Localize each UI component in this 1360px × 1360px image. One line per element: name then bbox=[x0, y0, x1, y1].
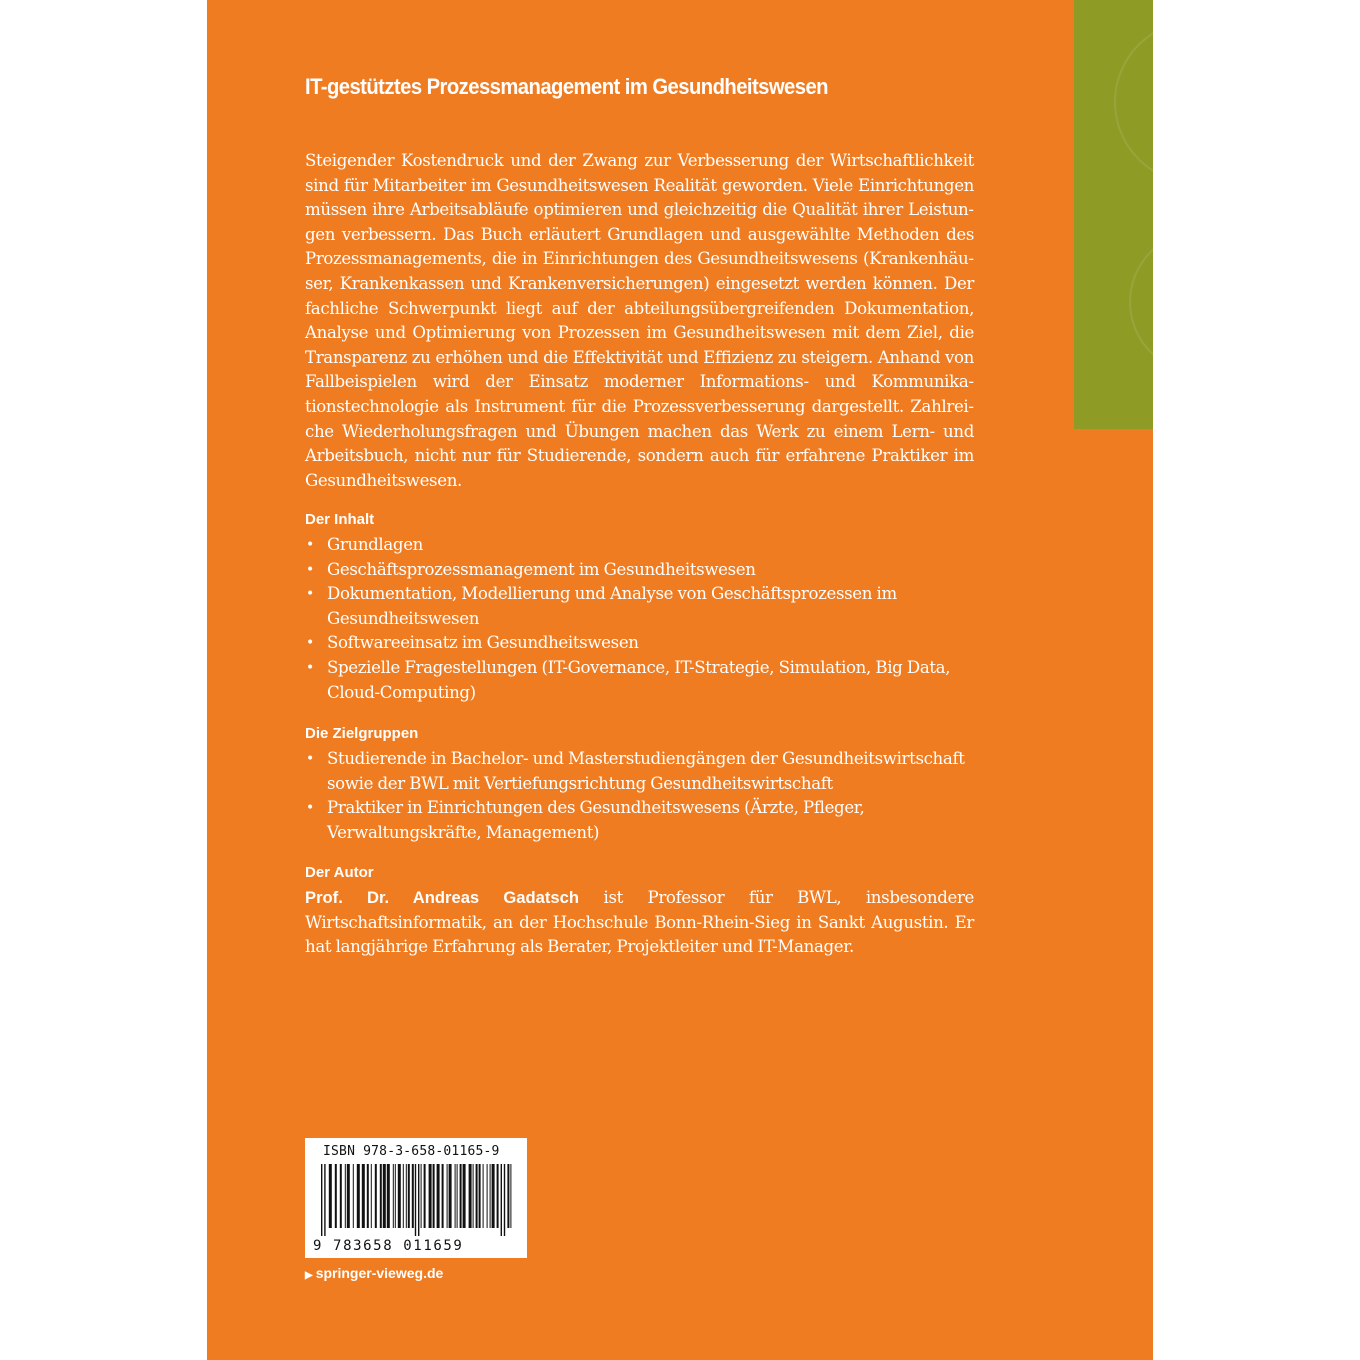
barcode-bar bbox=[469, 1164, 472, 1228]
bullet-icon: • bbox=[306, 537, 314, 553]
book-title: IT-gestütztes Prozessmanagement im Gesundheitswesen bbox=[305, 74, 828, 99]
decorative-ring bbox=[1114, 20, 1153, 184]
publisher-url: springer-vieweg.de bbox=[315, 1265, 444, 1281]
barcode-bar bbox=[418, 1164, 419, 1236]
barcode-bar bbox=[455, 1164, 456, 1228]
barcode-bar bbox=[324, 1164, 325, 1236]
author-bio bbox=[305, 886, 974, 960]
barcode-bar bbox=[398, 1164, 401, 1228]
barcode-bar bbox=[421, 1164, 422, 1228]
section-heading-autor: Der Autor bbox=[305, 864, 374, 881]
barcode-bar bbox=[393, 1164, 394, 1228]
barcode-bar bbox=[437, 1164, 440, 1228]
barcode-bar bbox=[383, 1164, 386, 1228]
list-item: • Softwareeinsatz im Gesundheitswesen bbox=[305, 631, 975, 656]
barcode-bar bbox=[340, 1164, 342, 1228]
author-name: Prof. Dr. Andreas Gadatsch bbox=[305, 888, 580, 907]
list-item: • Praktiker in Einrichtungen des Gesundheitswesens (Ärzte, Pfleger, Verwaltungskräfte, Management) bbox=[306, 798, 865, 842]
barcode-bar bbox=[375, 1164, 377, 1228]
barcode-bar bbox=[510, 1164, 511, 1228]
barcode-bar bbox=[504, 1164, 505, 1236]
ean-digits: 9 783658 011659 bbox=[313, 1238, 464, 1254]
list-item: • Studierende in Bachelor- und Masterstudiengängen der Gesundheitswirtschaft sowie der BWL mit Vertiefungsrichtung Gesundheitswirtschaft bbox=[306, 749, 965, 793]
barcode-bar bbox=[447, 1164, 448, 1228]
decorative-ring bbox=[1129, 230, 1153, 374]
author-bio-text: ist Professor für BWL, insbesondere Wirtschaftsinformatik, an der Hochschule Bonn-Rhein-Sieg in Sankt Augustin. Er hat langjährige Erfahrung als Berater, Projektleiter und IT-Manager. bbox=[305, 888, 974, 957]
bullet-icon: • bbox=[306, 586, 314, 603]
list-item: • Grundlagen bbox=[305, 533, 975, 558]
barcode-bar bbox=[395, 1164, 396, 1228]
barcode-bar bbox=[463, 1164, 466, 1228]
barcode-bar bbox=[371, 1164, 372, 1228]
arrow-right-icon: ▶ bbox=[305, 1270, 313, 1281]
barcode-bar bbox=[357, 1164, 360, 1228]
barcode-bar bbox=[460, 1164, 462, 1228]
barcode-bar bbox=[501, 1164, 502, 1236]
zielgruppen-list bbox=[305, 747, 975, 845]
barcode-bar bbox=[412, 1164, 414, 1228]
barcode-bar bbox=[507, 1164, 509, 1228]
inhalt-list bbox=[305, 533, 975, 705]
barcode-bar bbox=[321, 1164, 322, 1236]
barcode-bar bbox=[433, 1164, 435, 1228]
barcode-bar bbox=[429, 1164, 432, 1228]
bullet-icon: • bbox=[306, 561, 314, 578]
barcode-bar bbox=[492, 1164, 495, 1228]
barcode-bar bbox=[353, 1164, 354, 1228]
section-heading-zielgruppen: Die Zielgruppen bbox=[305, 725, 419, 742]
barcode-bar bbox=[487, 1164, 488, 1228]
barcode-bar bbox=[345, 1164, 346, 1228]
isbn-barcode bbox=[305, 1138, 527, 1258]
barcode-bar bbox=[476, 1164, 478, 1228]
barcode-bar bbox=[442, 1164, 444, 1228]
barcode-bar bbox=[483, 1164, 484, 1228]
isbn-label: ISBN 978-3-658-01165-9 bbox=[323, 1144, 500, 1159]
barcode-bar bbox=[380, 1164, 382, 1228]
barcode-bar bbox=[362, 1164, 365, 1228]
section-heading-inhalt: Der Inhalt bbox=[305, 511, 375, 528]
barcode-bar bbox=[457, 1164, 458, 1228]
barcode-bar bbox=[335, 1164, 337, 1228]
barcode-bars bbox=[317, 1164, 517, 1236]
barcode-bar bbox=[406, 1164, 407, 1228]
bullet-icon: • bbox=[306, 751, 314, 767]
barcode-bar bbox=[329, 1164, 332, 1228]
bullet-icon: • bbox=[306, 800, 314, 817]
barcode-bar bbox=[347, 1164, 350, 1228]
barcode-bar bbox=[424, 1164, 426, 1228]
green-accent-band bbox=[1074, 0, 1153, 429]
publisher-link[interactable] bbox=[305, 1265, 443, 1281]
barcode-bar bbox=[479, 1164, 481, 1228]
bullet-icon: • bbox=[306, 635, 314, 652]
barcode-bar bbox=[497, 1164, 499, 1228]
list-item: • Geschäftsprozessmanagement im Gesundheitswesen bbox=[305, 558, 975, 583]
barcode-bar bbox=[408, 1164, 410, 1228]
list-item: • Spezielle Fragestellungen (IT-Governance, IT-Strategie, Simulation, Big Data, Cloud-Computing) bbox=[306, 657, 951, 702]
intro-paragraph: Steigender Kostendruck und der Zwang zur Verbesserung der Wirtschaftlichkeit sind für Mitarbeiter im Gesundheitswesen Realität geworden. Viele Einrichtungen müssen ihre Arbeitsabläufe optimieren und gleichzeitig die Qualität ihrer Leistungen verbessern. Das Buch erläutert Grundlagen und ausgewählte Methoden des Prozessmanagements, die in Einrichtungen des Gesundheitswesens (Krankenhäuser, Krankenkassen und Krankenversicherungen) eingesetzt werden können. Der fachliche Schwerpunkt liegt auf der abteilungsübergreifenden Dokumentation, Analyse und Optimierung von Prozessen im Gesundheitswesen mit dem Ziel, die Transparenz zu erhöhen und die Effektivität und Effizienz zu steigern. Anhand von Fallbeispielen wird der Einsatz moderner Informations- und Kommunikationstechnologie als Instrument für die Prozessverbesserung dargestellt. Zahlreiche Wiederholungsfragen und Übungen machen das Werk zu einem Lern- und Arbeitsbuch, nicht nur für Studierende, sondern auch für erfahrene Praktiker im Gesundheitswesen. bbox=[305, 151, 974, 490]
barcode-bar bbox=[415, 1164, 416, 1236]
barcode-bar bbox=[449, 1164, 452, 1228]
book-back-cover bbox=[207, 0, 1153, 1360]
bullet-icon: • bbox=[306, 659, 314, 676]
barcode-bar bbox=[473, 1164, 474, 1228]
barcode-bar bbox=[490, 1164, 491, 1228]
barcode-bar bbox=[403, 1164, 404, 1228]
barcode-bar bbox=[387, 1164, 390, 1228]
barcode-bar bbox=[367, 1164, 369, 1228]
list-item: • Dokumentation, Modellierung und Analyse von Geschäftsprozessen im Gesundheitswesen bbox=[306, 584, 897, 628]
